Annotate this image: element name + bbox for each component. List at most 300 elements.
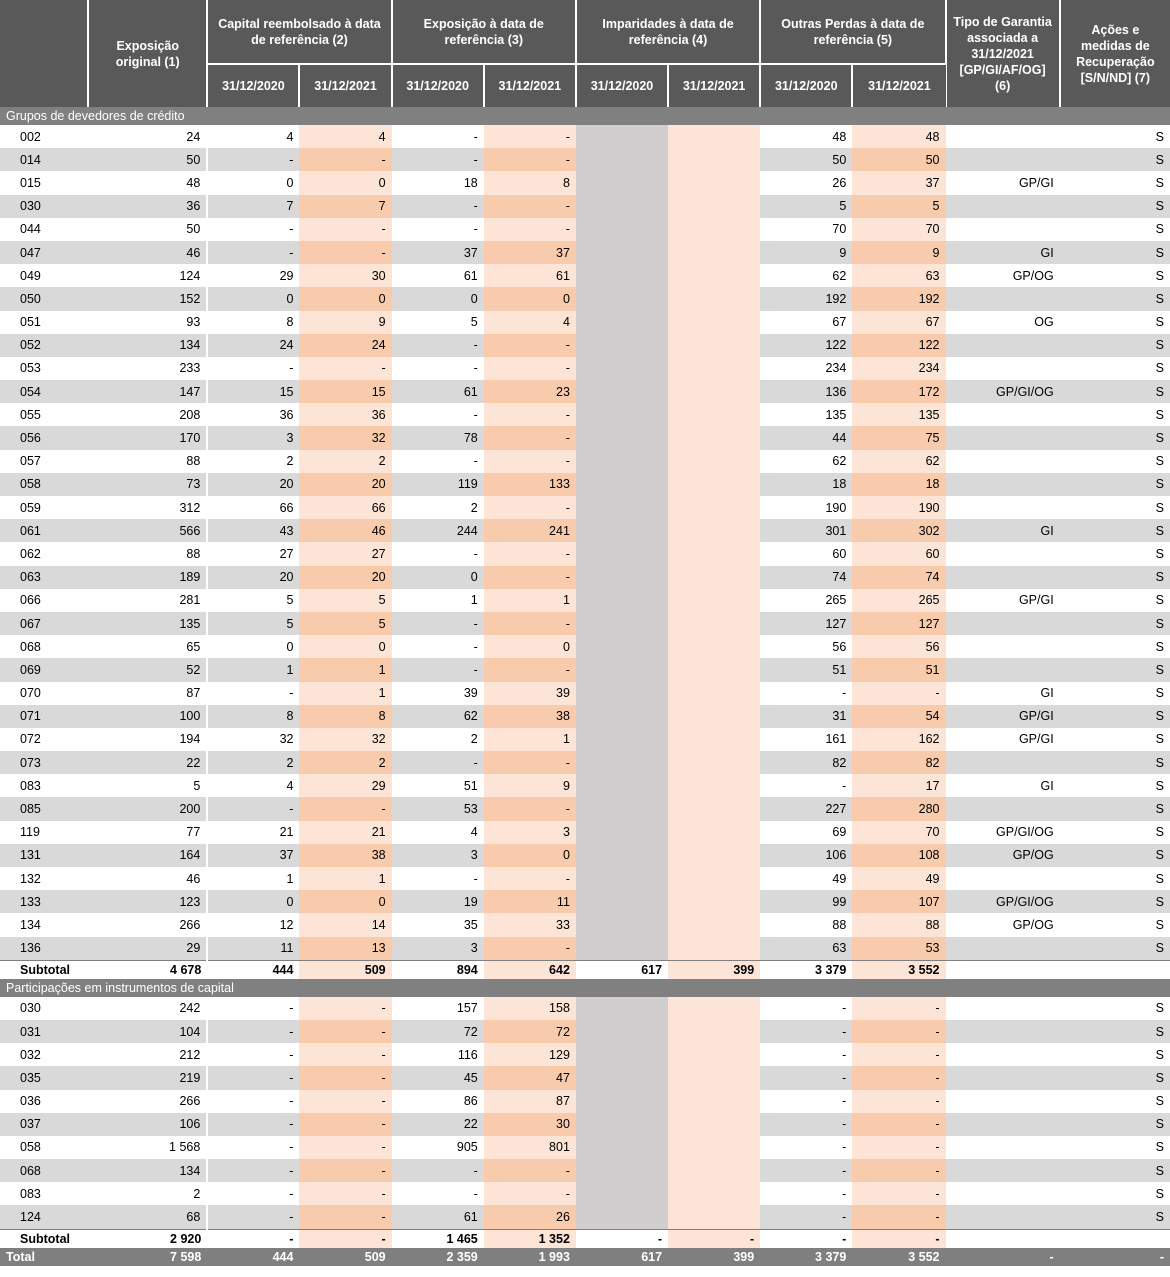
table-cell: 3 (207, 426, 299, 449)
section-header (0, 979, 1170, 997)
table-cell (668, 148, 760, 171)
table-cell (668, 496, 760, 519)
table-cell: 189 (88, 566, 207, 589)
subtotal-label: Subtotal (0, 1229, 88, 1248)
table-cell (576, 1090, 668, 1113)
table-cell: - (392, 403, 484, 426)
table-cell (576, 426, 668, 449)
header-date: 31/12/2020 (576, 64, 668, 107)
table-cell: 62 (760, 450, 852, 473)
table-cell: 122 (760, 334, 852, 357)
table-cell: S (1060, 1136, 1170, 1159)
table-cell: 127 (852, 612, 945, 635)
table-cell: - (299, 1136, 391, 1159)
row-id: 036 (0, 1090, 88, 1113)
table-cell: 32 (207, 728, 299, 751)
table-cell (576, 125, 668, 148)
table-cell: 4 (207, 774, 299, 797)
table-row (0, 1113, 1170, 1136)
table-cell: 30 (299, 264, 391, 287)
table-cell: 24 (88, 125, 207, 148)
table-cell: 1 (207, 867, 299, 890)
table-cell: 5 (299, 589, 391, 612)
total-cell: 617 (576, 1248, 668, 1266)
table-cell (946, 496, 1060, 519)
table-cell: 302 (852, 519, 945, 542)
row-id: 047 (0, 241, 88, 264)
table-cell: 9 (852, 241, 945, 264)
table-cell: - (484, 334, 576, 357)
table-cell (668, 997, 760, 1020)
total-label: Total (0, 1248, 88, 1266)
table-cell (946, 218, 1060, 241)
row-id: 072 (0, 728, 88, 751)
table-cell: - (207, 241, 299, 264)
table-cell: 26 (760, 171, 852, 194)
table-cell: S (1060, 937, 1170, 961)
table-cell: - (484, 148, 576, 171)
table-cell (668, 844, 760, 867)
table-cell: 234 (852, 357, 945, 380)
table-row (0, 357, 1170, 380)
table-cell: - (852, 1090, 945, 1113)
table-cell (946, 1066, 1060, 1089)
table-cell: - (207, 1043, 299, 1066)
table-cell (946, 1113, 1060, 1136)
table-cell (576, 542, 668, 565)
table-cell: 135 (88, 612, 207, 635)
table-cell: 82 (852, 751, 945, 774)
row-id: 119 (0, 821, 88, 844)
table-cell (668, 450, 760, 473)
subtotal-cell: 2 920 (88, 1229, 207, 1248)
table-cell (668, 195, 760, 218)
table-cell (668, 426, 760, 449)
table-cell (946, 148, 1060, 171)
table-cell: - (299, 1182, 391, 1205)
table-cell: 37 (207, 844, 299, 867)
row-id: 015 (0, 171, 88, 194)
table-cell: - (484, 566, 576, 589)
table-cell: 11 (207, 937, 299, 961)
table-cell: - (760, 997, 852, 1020)
table-body (0, 107, 1170, 1266)
table-cell (946, 125, 1060, 148)
table-cell: - (484, 867, 576, 890)
table-cell (946, 937, 1060, 961)
table-cell: - (484, 751, 576, 774)
table-cell: S (1060, 1113, 1170, 1136)
table-cell: 50 (88, 148, 207, 171)
table-row (0, 566, 1170, 589)
row-id: 062 (0, 542, 88, 565)
table-cell: 88 (760, 913, 852, 936)
table-cell: GI (946, 682, 1060, 705)
table-cell: - (392, 1159, 484, 1182)
row-id: 035 (0, 1066, 88, 1089)
row-id: 063 (0, 566, 88, 589)
table-cell: 11 (484, 890, 576, 913)
table-cell: 4 (484, 311, 576, 334)
table-cell: 219 (88, 1066, 207, 1089)
table-cell: 61 (392, 1205, 484, 1229)
table-cell: 51 (852, 658, 945, 681)
table-cell (576, 1020, 668, 1043)
table-cell (668, 1043, 760, 1066)
table-cell: 2 (392, 728, 484, 751)
table-cell (668, 728, 760, 751)
table-cell: - (299, 1159, 391, 1182)
table-cell: 86 (392, 1090, 484, 1113)
table-cell: 5 (207, 589, 299, 612)
header-date: 31/12/2021 (484, 64, 576, 107)
table-cell: 4 (299, 125, 391, 148)
total-cell: 7 598 (88, 1248, 207, 1266)
table-cell: 51 (392, 774, 484, 797)
table-cell: 65 (88, 635, 207, 658)
subtotal-cell (1060, 960, 1170, 979)
table-cell: 100 (88, 705, 207, 728)
table-cell: 29 (299, 774, 391, 797)
table-cell: 74 (760, 566, 852, 589)
table-cell (668, 519, 760, 542)
table-cell (946, 195, 1060, 218)
table-cell: 164 (88, 844, 207, 867)
table-cell: - (207, 1113, 299, 1136)
table-cell: 2 (88, 1182, 207, 1205)
table-cell: 53 (392, 797, 484, 820)
table-cell: - (207, 1159, 299, 1182)
table-cell: 0 (484, 844, 576, 867)
table-cell (576, 867, 668, 890)
table-cell: 172 (852, 380, 945, 403)
table-cell (576, 566, 668, 589)
row-id: 132 (0, 867, 88, 890)
row-id: 032 (0, 1043, 88, 1066)
subtotal-row (0, 960, 1170, 979)
table-cell: - (852, 1113, 945, 1136)
table-cell: 1 (484, 589, 576, 612)
table-cell (576, 519, 668, 542)
table-cell: 5 (207, 612, 299, 635)
table-cell: 37 (392, 241, 484, 264)
header-outras-perdas: Outras Perdas à data de referência (5) (760, 0, 945, 64)
table-row (0, 658, 1170, 681)
table-cell: 47 (484, 1066, 576, 1089)
row-id: 133 (0, 890, 88, 913)
table-row (0, 218, 1170, 241)
table-cell (576, 1205, 668, 1229)
table-cell (668, 1205, 760, 1229)
table-cell (668, 380, 760, 403)
table-row (0, 264, 1170, 287)
table-cell: - (299, 797, 391, 820)
row-id: 124 (0, 1205, 88, 1229)
table-cell: 152 (88, 287, 207, 310)
row-id: 054 (0, 380, 88, 403)
table-row (0, 380, 1170, 403)
table-cell: - (760, 1066, 852, 1089)
table-cell: - (299, 1090, 391, 1113)
table-cell (668, 821, 760, 844)
row-id: 068 (0, 1159, 88, 1182)
table-cell (576, 148, 668, 171)
table-cell (668, 589, 760, 612)
table-cell: 44 (760, 426, 852, 449)
subtotal-cell: 894 (392, 960, 484, 979)
table-cell: S (1060, 1043, 1170, 1066)
row-id: 002 (0, 125, 88, 148)
table-row (0, 867, 1170, 890)
table-cell: 3 (392, 937, 484, 961)
table-cell: 20 (207, 566, 299, 589)
table-row (0, 844, 1170, 867)
table-cell: 2 (392, 496, 484, 519)
table-cell (576, 844, 668, 867)
table-cell: - (207, 357, 299, 380)
header-date: 31/12/2020 (207, 64, 299, 107)
table-row (0, 937, 1170, 961)
table-cell: - (207, 797, 299, 820)
header-date: 31/12/2020 (760, 64, 852, 107)
row-id: 055 (0, 403, 88, 426)
table-cell: 73 (88, 473, 207, 496)
table-cell: - (484, 403, 576, 426)
table-cell: GP/OG (946, 913, 1060, 936)
row-id: 049 (0, 264, 88, 287)
table-cell (576, 403, 668, 426)
table-cell: 22 (392, 1113, 484, 1136)
table-cell (668, 937, 760, 961)
total-cell: 444 (207, 1248, 299, 1266)
row-id: 050 (0, 287, 88, 310)
table-cell: OG (946, 311, 1060, 334)
header-acoes: Ações e medidas de Recuperação [S/N/ND] (7) (1060, 0, 1170, 107)
table-cell: 88 (88, 450, 207, 473)
table-cell: 15 (207, 380, 299, 403)
table-cell: 5 (299, 612, 391, 635)
table-cell: S (1060, 682, 1170, 705)
table-cell: 106 (760, 844, 852, 867)
table-cell: 22 (88, 751, 207, 774)
table-cell (668, 1090, 760, 1113)
table-cell: S (1060, 380, 1170, 403)
table-cell: 106 (88, 1113, 207, 1136)
table-cell: S (1060, 1020, 1170, 1043)
table-cell: - (760, 1205, 852, 1229)
table-cell (668, 635, 760, 658)
table-cell: S (1060, 566, 1170, 589)
table-row (0, 334, 1170, 357)
row-id: 085 (0, 797, 88, 820)
table-cell (946, 542, 1060, 565)
table-row (0, 171, 1170, 194)
table-cell: 18 (392, 171, 484, 194)
table-cell: 566 (88, 519, 207, 542)
table-cell: 108 (852, 844, 945, 867)
table-cell: 242 (88, 997, 207, 1020)
total-cell: - (946, 1248, 1060, 1266)
table-cell: - (852, 1159, 945, 1182)
table-cell: 61 (392, 264, 484, 287)
row-id: 066 (0, 589, 88, 612)
table-cell: 12 (207, 913, 299, 936)
table-row (0, 612, 1170, 635)
table-cell: 2 (299, 450, 391, 473)
table-cell: 20 (299, 566, 391, 589)
table-cell: - (484, 218, 576, 241)
header-capital: Capital reembolsado à data de referência (2) (207, 0, 391, 64)
table-cell: S (1060, 997, 1170, 1020)
subtotal-cell: 617 (576, 960, 668, 979)
table-cell: 200 (88, 797, 207, 820)
table-cell (576, 797, 668, 820)
table-cell (668, 797, 760, 820)
table-cell: 208 (88, 403, 207, 426)
table-cell: GP/GI (946, 171, 1060, 194)
table-cell: 68 (88, 1205, 207, 1229)
table-cell: 26 (484, 1205, 576, 1229)
table-cell (668, 890, 760, 913)
table-cell: - (207, 1020, 299, 1043)
table-cell: 70 (852, 218, 945, 241)
table-cell (946, 287, 1060, 310)
table-cell: S (1060, 311, 1170, 334)
table-cell: S (1060, 821, 1170, 844)
table-cell: 24 (207, 334, 299, 357)
table-cell: 36 (299, 403, 391, 426)
table-cell: 134 (88, 1159, 207, 1182)
table-cell: - (299, 148, 391, 171)
table-cell: 227 (760, 797, 852, 820)
subtotal-cell: - (207, 1229, 299, 1248)
table-row (0, 1182, 1170, 1205)
table-row (0, 241, 1170, 264)
table-cell: 88 (88, 542, 207, 565)
subtotal-cell: - (852, 1229, 945, 1248)
row-id: 136 (0, 937, 88, 961)
table-row (0, 287, 1170, 310)
table-cell (668, 566, 760, 589)
table-cell: 3 (392, 844, 484, 867)
table-cell (576, 890, 668, 913)
table-cell: 281 (88, 589, 207, 612)
table-cell: - (852, 1205, 945, 1229)
table-cell: 0 (299, 890, 391, 913)
table-row (0, 797, 1170, 820)
table-cell (668, 913, 760, 936)
table-cell: 21 (207, 821, 299, 844)
subtotal-cell: 4 678 (88, 960, 207, 979)
table-cell: - (484, 1182, 576, 1205)
table-cell (576, 496, 668, 519)
table-cell: 133 (484, 473, 576, 496)
table-cell: 190 (760, 496, 852, 519)
table-cell (576, 241, 668, 264)
table-cell: 122 (852, 334, 945, 357)
table-cell: 241 (484, 519, 576, 542)
section-header (0, 107, 1170, 125)
table-cell: 162 (852, 728, 945, 751)
header-date: 31/12/2021 (299, 64, 391, 107)
subtotal-cell: - (299, 1229, 391, 1248)
table-cell: S (1060, 705, 1170, 728)
table-cell (946, 1136, 1060, 1159)
row-id: 030 (0, 195, 88, 218)
table-cell (576, 705, 668, 728)
table-cell: 0 (299, 287, 391, 310)
table-cell: 1 (299, 682, 391, 705)
table-cell: 29 (207, 264, 299, 287)
table-cell (946, 1020, 1060, 1043)
table-cell: 23 (484, 380, 576, 403)
table-cell: 124 (88, 264, 207, 287)
table-cell: GP/GI (946, 589, 1060, 612)
table-cell: 48 (88, 171, 207, 194)
table-row (0, 1159, 1170, 1182)
table-cell: - (207, 997, 299, 1020)
table-cell: 1 568 (88, 1136, 207, 1159)
table-cell (946, 797, 1060, 820)
table-cell: 51 (760, 658, 852, 681)
table-cell (576, 380, 668, 403)
table-cell: 15 (299, 380, 391, 403)
table-cell (946, 566, 1060, 589)
section-title: Grupos de devedores de crédito (0, 107, 1170, 125)
table-cell: - (484, 426, 576, 449)
table-cell: 5 (760, 195, 852, 218)
table-cell: 20 (207, 473, 299, 496)
table-cell: - (760, 1090, 852, 1113)
row-id: 051 (0, 311, 88, 334)
table-cell: - (299, 241, 391, 264)
table-cell: GP/GI (946, 728, 1060, 751)
table-row (0, 682, 1170, 705)
total-cell: 2 359 (392, 1248, 484, 1266)
table-cell: 87 (484, 1090, 576, 1113)
table-cell (668, 125, 760, 148)
table-cell (576, 1136, 668, 1159)
table-cell: 234 (760, 357, 852, 380)
row-id: 044 (0, 218, 88, 241)
table-cell (576, 264, 668, 287)
total-cell: 3 552 (852, 1248, 945, 1266)
table-cell: GI (946, 519, 1060, 542)
table-cell (668, 774, 760, 797)
table-cell (576, 195, 668, 218)
table-cell (946, 426, 1060, 449)
row-id: 069 (0, 658, 88, 681)
row-id: 068 (0, 635, 88, 658)
table-cell: S (1060, 774, 1170, 797)
table-cell: 67 (852, 311, 945, 334)
header-imparidades: Imparidades à data de referência (4) (576, 0, 760, 64)
table-cell: 35 (392, 913, 484, 936)
table-cell: S (1060, 635, 1170, 658)
table-cell (576, 658, 668, 681)
table-cell (946, 1205, 1060, 1229)
table-cell (576, 997, 668, 1020)
table-cell: 1 (484, 728, 576, 751)
subtotal-cell: - (760, 1229, 852, 1248)
table-row (0, 635, 1170, 658)
table-cell (668, 542, 760, 565)
table-cell (946, 1043, 1060, 1066)
table-cell: 37 (852, 171, 945, 194)
table-cell: S (1060, 612, 1170, 635)
table-cell: 69 (760, 821, 852, 844)
row-id: 073 (0, 751, 88, 774)
